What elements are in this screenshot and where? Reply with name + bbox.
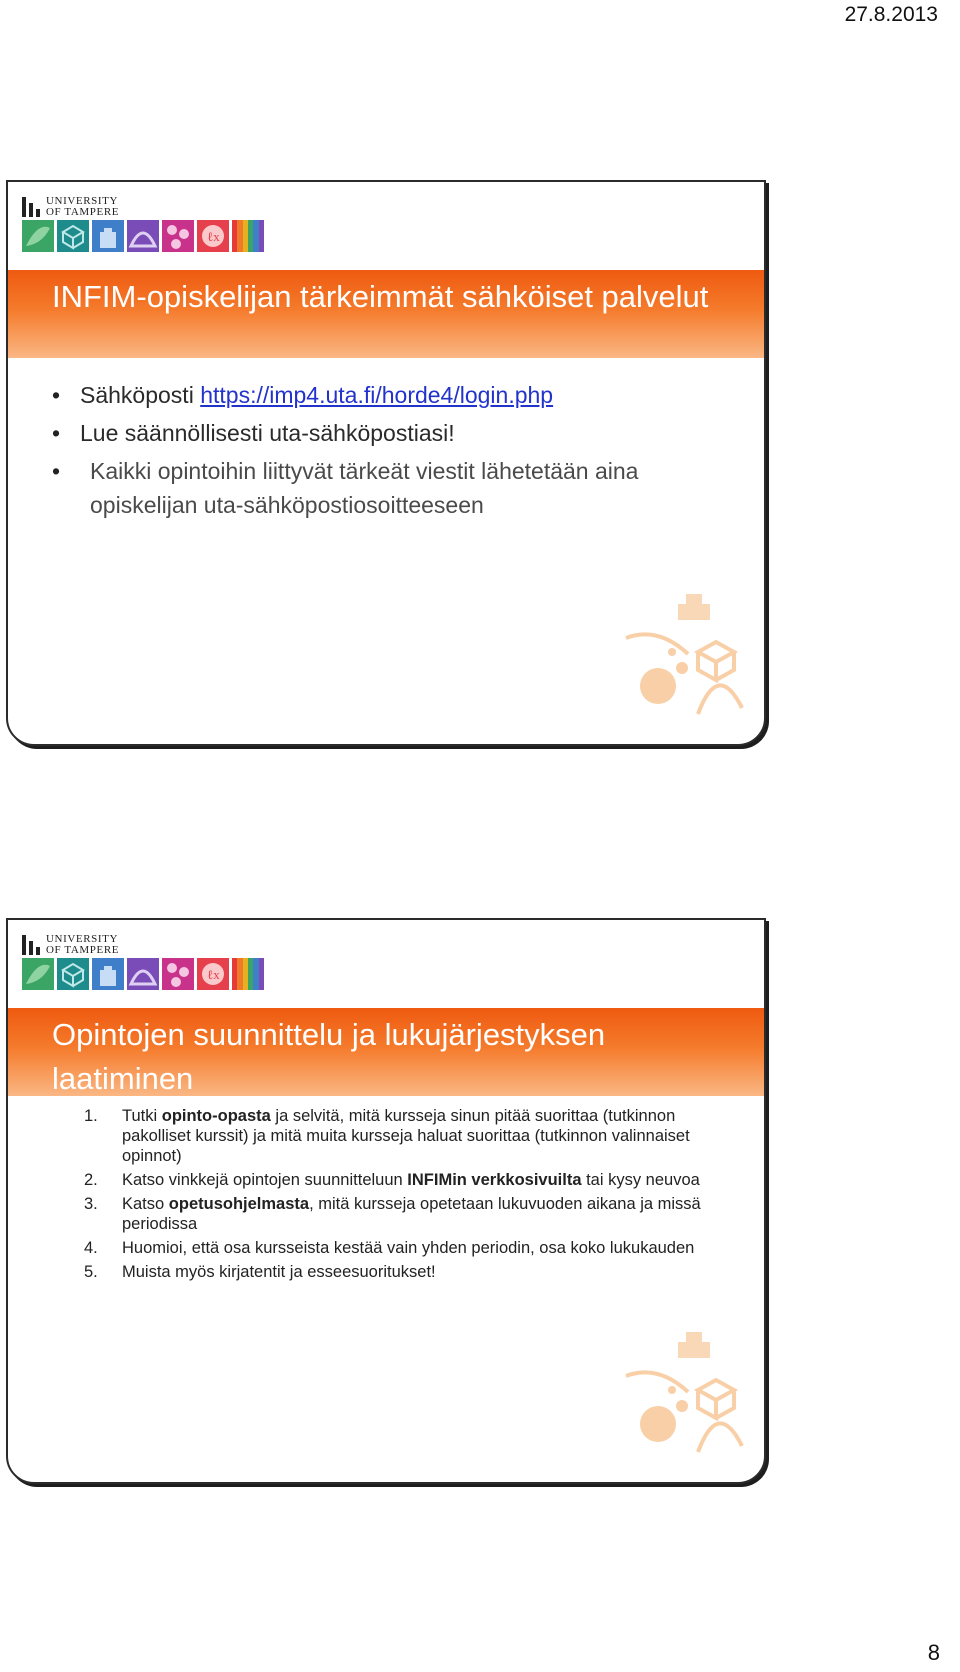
watermark-emblem-icon <box>618 1328 748 1458</box>
formula-tile-icon <box>197 220 229 252</box>
logo-line-1: UNIVERSITY <box>46 933 118 945</box>
svg-text:ℓx: ℓx <box>207 229 220 244</box>
logo-line-2: OF TAMPERE <box>46 944 120 956</box>
step-item: 1. Tutki opinto-opasta ja selvitä, mitä kursseja sinun pitää suorittaa (tutkinnon pakolliset kurssit) ja mitä muita kursseja haluat suorittaa (tutkinnon valinnaiset opinnot) <box>84 1107 690 1165</box>
svg-text:ℓx: ℓx <box>207 967 220 982</box>
faculty-tiles <box>22 220 267 252</box>
cube-tile-icon <box>57 220 89 252</box>
step-item: 5. Muista myös kirjatentit ja esseesuoritukset! <box>84 1263 436 1281</box>
faculty-tiles <box>22 958 267 990</box>
cube-tile-icon <box>57 958 89 990</box>
logo-mark-icon <box>22 197 40 217</box>
university-logo <box>22 196 119 218</box>
bullet-email: • Sähköposti https://imp4.uta.fi/horde4/login.php <box>52 378 742 412</box>
molecule-tile-icon <box>162 220 194 252</box>
castle-tile-icon <box>92 958 124 990</box>
university-logo <box>22 934 119 956</box>
logo-line-1: UNIVERSITY <box>46 195 118 207</box>
leaf-tile-icon <box>22 958 54 990</box>
leaf-tile-icon <box>22 220 54 252</box>
slide-2-title: Opintojen suunnittelu ja lukujärjestyksen laatiminen <box>52 1017 606 1096</box>
title-band <box>8 1008 764 1096</box>
step-item: 4. Huomioi, että osa kursseista kestää vain yhden periodin, osa koko lukukauden <box>84 1239 695 1257</box>
logo-line-2: OF TAMPERE <box>46 206 120 218</box>
page-number: 8 <box>927 1640 940 1665</box>
stripes-tile-icon <box>232 958 264 990</box>
watermark-emblem-icon <box>618 590 748 720</box>
title-band <box>8 270 764 358</box>
slide-1-bullets <box>52 378 742 526</box>
bullet-read-email: • Lue säännöllisesti uta-sähköpostiasi! <box>52 416 742 450</box>
castle-tile-icon <box>92 220 124 252</box>
slide-2-steps <box>84 1106 714 1286</box>
slide-1 <box>6 180 766 746</box>
molecule-tile-icon <box>162 958 194 990</box>
page-date: 27.8.2013 <box>844 3 938 26</box>
slide-1-title: INFIM-opiskelijan tärkeimmät sähköiset palvelut <box>52 279 709 314</box>
slide-2 <box>6 918 766 1484</box>
bullet-messages: • Kaikki opintoihin liittyvät tärkeät viestit lähetetään aina opiskelijan uta-sähköpostiosoitteeseen <box>52 454 742 522</box>
step-item: 3. Katso opetusohjelmasta, mitä kursseja opetetaan lukuvuoden aikana ja missä periodissa <box>84 1195 701 1233</box>
step-item: 2. Katso vinkkejä opintojen suunnitteluun INFIMin verkkosivuilta tai kysy neuvoa <box>84 1171 700 1189</box>
email-login-link[interactable]: https://imp4.uta.fi/horde4/login.php <box>200 382 554 408</box>
formula-tile-icon <box>197 958 229 990</box>
shell-tile-icon <box>127 958 159 990</box>
shell-tile-icon <box>127 220 159 252</box>
stripes-tile-icon <box>232 220 264 252</box>
logo-mark-icon <box>22 935 40 955</box>
